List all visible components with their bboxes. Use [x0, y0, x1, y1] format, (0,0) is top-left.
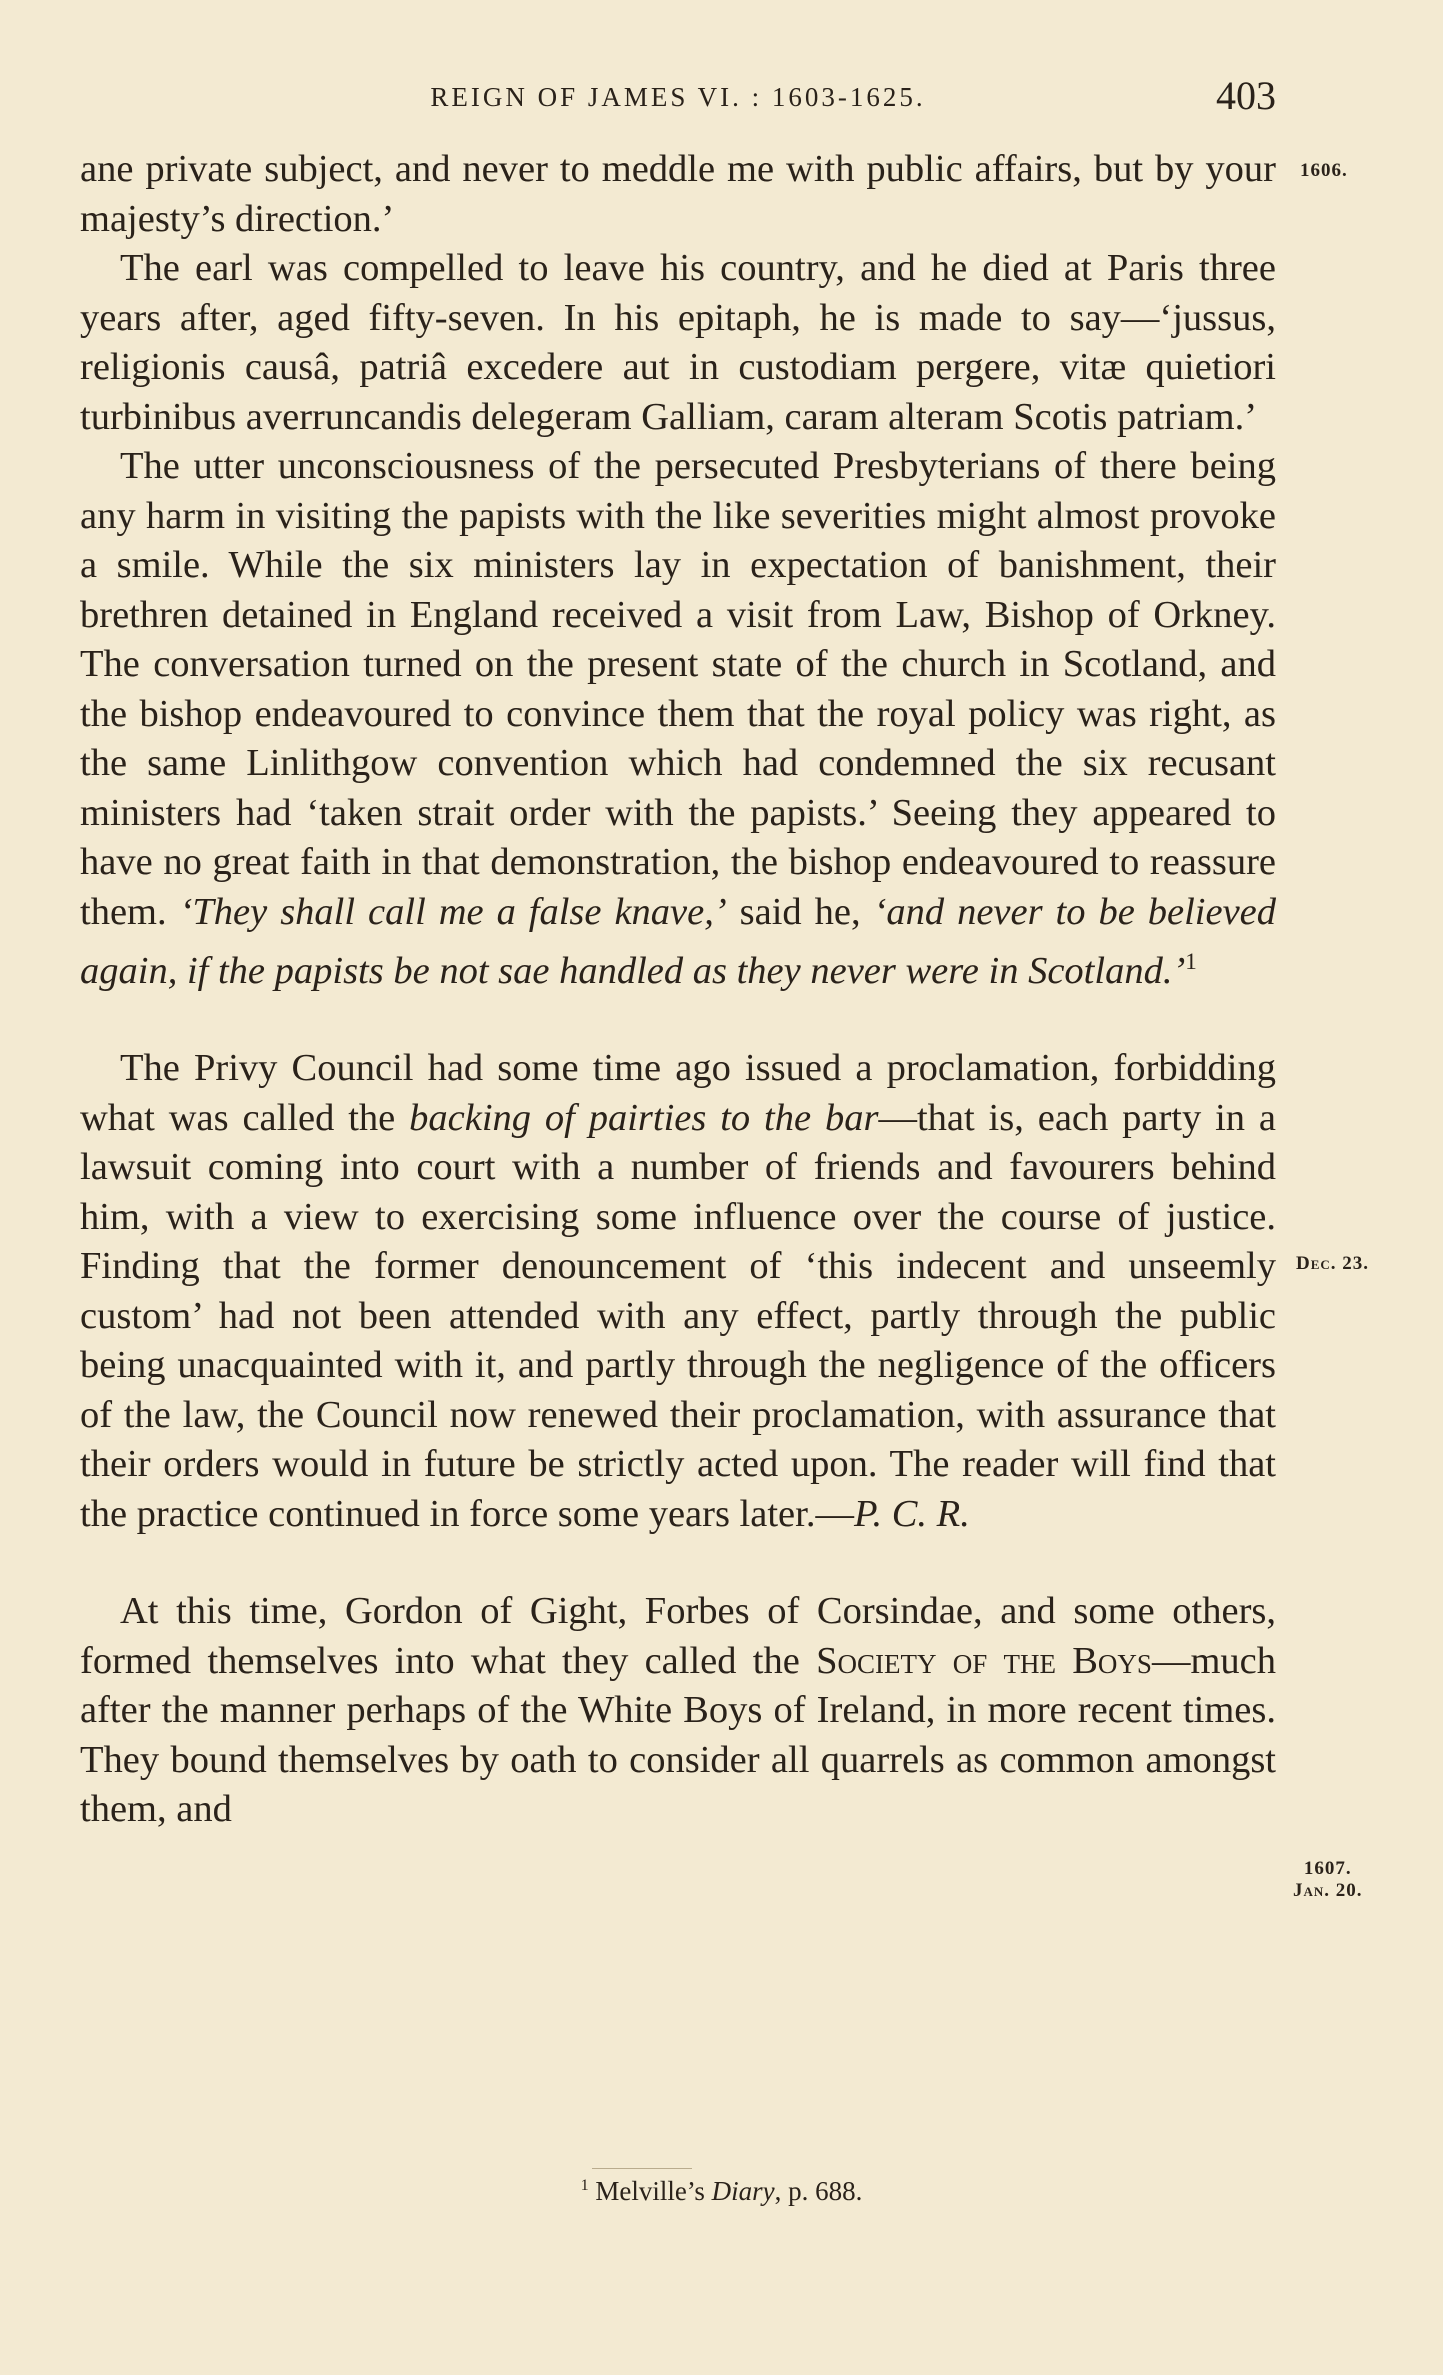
source-signature: P. C. R.	[853, 1492, 970, 1535]
margin-note-year-1607: 1607.	[1303, 1858, 1352, 1879]
footnote-marker: 1	[1185, 948, 1197, 974]
italic-quote: ‘and never to be believed again, if the papists be not sae handled as they never were in Scotland.’	[80, 890, 1277, 992]
body-text	[80, 145, 1276, 1835]
footnote-italic: Diary	[711, 2176, 775, 2206]
margin-note-dec-23: Dec. 23.	[1296, 1253, 1370, 1274]
paragraph-text: —that is, each party in a lawsuit coming into court with a number of friends and favourers behind him, with a view to exercising some influence over the course of justice. Finding that the former denouncement of ‘this indecent and unseemly custom’ had not been attended with any effect, partly through the public being unacquainted with it, and partly through the negligence of the officers of the law, the Council now renewed their proclamation, with assurance that their orders would in future be strictly acted upon. The reader will find that the practice continued in force some years later.—	[80, 1096, 1277, 1535]
footnote-divider	[592, 2168, 692, 2169]
paragraph-continuation: ane private subject, and never to meddle me with public affairs, but by your majesty’s direction.’	[80, 148, 1276, 240]
footnote-text: Melville’s	[588, 2176, 712, 2206]
margin-note-1607	[1293, 1858, 1363, 1902]
paragraph-text: The utter unconsciousness of the persecuted Presbyterians of there being any harm in visiting the papists with the like severities might almost provoke a smile. While the six ministers lay in expectation of banishment, their brethren detained in England received a visit from Law, Bishop of Orkney. The conversation turned on the present state of the church in Scotland, and the bishop endeavoured to convince them that the royal policy was right, as the same Linlithgow convention which had condemned the six recusant ministers had ‘taken strait order with the papists.’ Seeing they appeared to have no great faith in that demonstration, the bishop endeavoured to reassure them.	[80, 445, 1276, 933]
italic-phrase: backing of pairties to the bar	[409, 1096, 879, 1139]
footnote-number: 1	[580, 2176, 589, 2194]
paragraph-privy-council	[80, 1044, 1276, 1539]
italic-quote: ‘They shall call me a false knave,’	[179, 890, 727, 933]
footnote	[0, 2176, 1443, 2207]
footnote-text-end: , p. 688.	[774, 2176, 863, 2206]
page-header	[80, 72, 1276, 132]
paragraph-text: —much after the manner perhaps of the White Boys of Ireland, in more recent times. They bound themselves by oath to consider all quarrels as common amongst them, and	[80, 1639, 1276, 1831]
paragraph-text: The Privy Council had some time ago issued a proclamation, forbidding what was called the	[80, 1047, 1276, 1139]
paragraph-text: At this time, Gordon of Gight, Forbes of Corsindae, and some others, formed themselves into what they called the	[80, 1590, 1276, 1682]
running-head: REIGN OF JAMES VI. : 1603-1625.	[430, 82, 926, 112]
page-number: 403	[1216, 73, 1276, 118]
small-caps-phrase: Society of the Boys	[816, 1639, 1152, 1682]
paragraph-presbyterians	[80, 442, 1276, 996]
paragraph-society-of-boys	[80, 1587, 1276, 1835]
margin-note-year-1606: 1606.	[1300, 160, 1348, 181]
paragraph-earl-exile: The earl was compelled to leave his country, and he died at Paris three years after, aged fifty-seven. In his epitaph, he is made to say—‘jussus, religionis causâ, patriâ excedere aut in custodiam pergere, vitæ quietiori turbinibus averruncandis delegeram Galliam, caram alteram Scotis patriam.’	[80, 247, 1276, 438]
margin-note-jan-20: Jan. 20.	[1293, 1880, 1363, 1901]
paragraph-text: said he,	[726, 890, 874, 933]
